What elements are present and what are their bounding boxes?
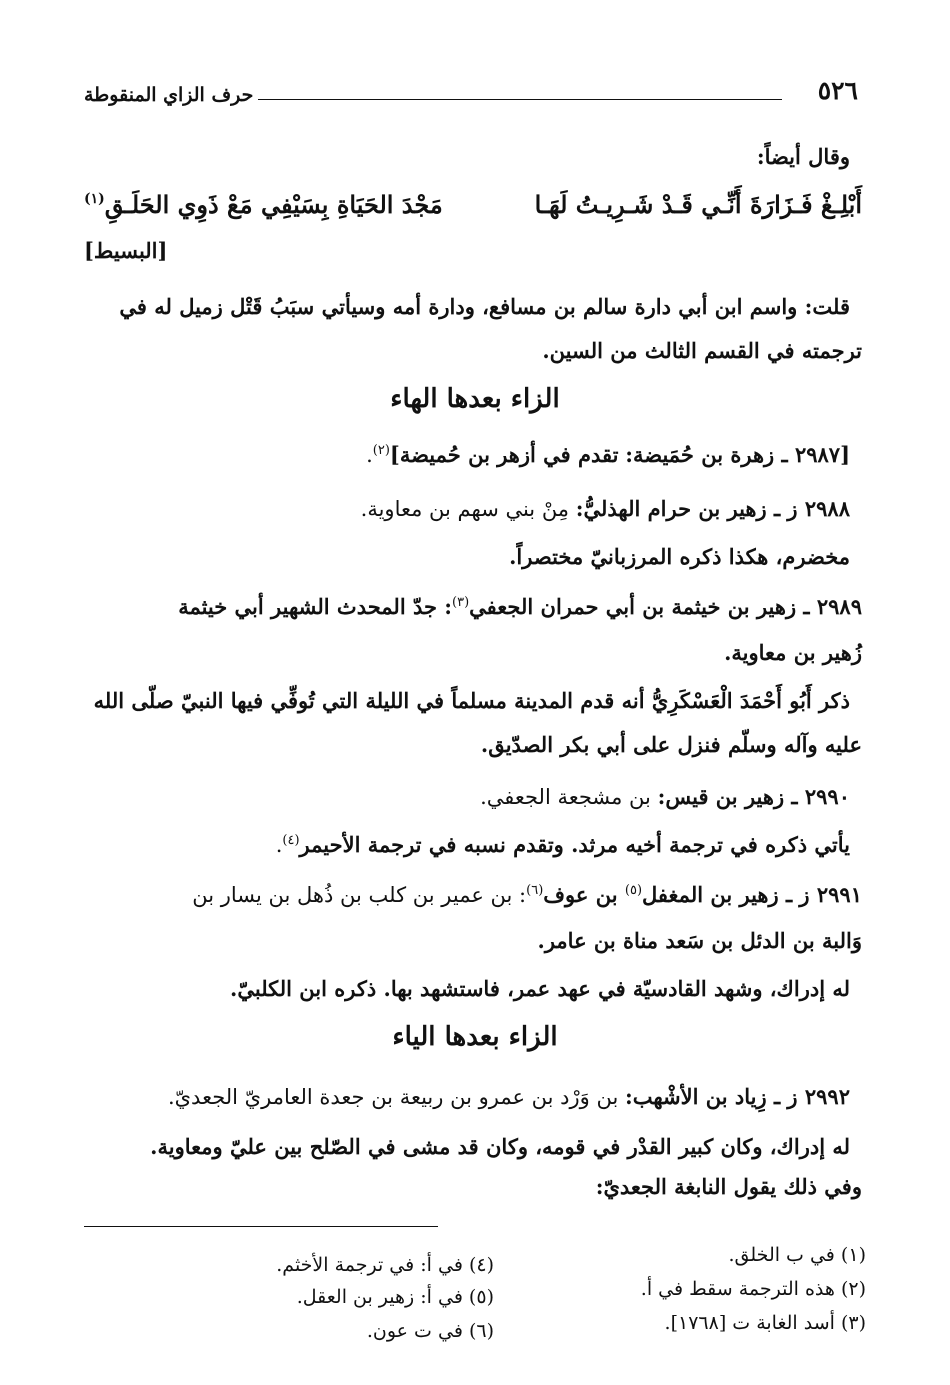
entry-2988-desc xyxy=(88,542,850,572)
entry-2989-head: ٢٩٨٩ ـ زهير بن خيثمة بن أبي حمران الجعفي xyxy=(469,594,862,619)
footnote-ref: (٦) xyxy=(526,883,544,898)
entry-2990-head: ٢٩٩٠ ـ زهير بن قيس: xyxy=(657,784,850,809)
entry-2990-tail: . xyxy=(275,833,283,857)
entry-2991-head: ٢٩٩١ ز ـ زهير بن المغفل xyxy=(642,882,862,907)
poem-second-text: مَجْدَ الحَيَاةِ بِسَيْفِي مَعْ ذَوِي الحَلَـقِ xyxy=(104,190,443,219)
entry-2987-head: [٢٩٨٧ ـ زهرة بن حُمَيضة: xyxy=(625,442,850,467)
entry-2989-desc-1 xyxy=(88,686,850,716)
note-line-2 xyxy=(88,336,862,366)
entry-2990 xyxy=(88,782,850,812)
entry-2992-desc-2 xyxy=(88,1172,862,1202)
entry-2989-desc-2 xyxy=(88,730,862,760)
page-number: ٥٢٦ xyxy=(817,76,858,105)
entry-2992-desc-1 xyxy=(88,1132,850,1162)
entry-2992-desc2-text: وفي ذلك يقول النابغة الجعديّ: xyxy=(595,1174,862,1199)
entry-2987-body: تقدم في أزهر بن حُميضة] xyxy=(389,442,619,467)
entry-2987-tail: . xyxy=(366,443,373,467)
entry-2989-line2 xyxy=(88,638,862,668)
entry-2992-head: ٢٩٩٢ ز ـ زِياد بن الأشْهب: xyxy=(625,1084,850,1109)
entry-2991-body: : بن عمير بن كلب بن ذُهل بن يسار بن xyxy=(192,883,527,907)
note-text-2: ترجمته في القسم الثالث من السين. xyxy=(542,338,862,363)
running-title: حرف الزاي المنقوطة xyxy=(84,84,254,106)
intro-line xyxy=(88,142,850,172)
footnote-1: (١) في ب الخلق. xyxy=(728,1244,866,1266)
entry-2989-desc2-text: عليه وآله وسلّم فنزل على أبي بكر الصدّيق. xyxy=(480,732,862,757)
footnote-ref: (٥) xyxy=(624,883,643,898)
note-line-1 xyxy=(88,292,850,322)
footnote-4: (٤) في أ: في ترجمة الأخثم. xyxy=(276,1254,494,1276)
section-heading-ha: الزاء بعدها الهاء xyxy=(390,384,560,414)
footnote-5: (٥) في أ: زهير بن العقل. xyxy=(296,1286,494,1308)
entry-2989-body: : جدّ المحدث الشهير أبي خيثمة xyxy=(178,594,453,619)
entry-2991 xyxy=(88,880,862,910)
entry-2991-line2 xyxy=(88,926,862,956)
entry-2989-desc1-text: ذكر أَبُو أَحْمَدَ الْعَسْكَرِيُّ أنه قدم المدينة مسلماً في الليلة التي تُوفِّي فيها النبيّ صلّى الله xyxy=(93,688,850,713)
intro-text: وقال أيضاً: xyxy=(756,144,850,169)
footnote-rule xyxy=(84,1226,438,1227)
entry-2988-body: مِنْ بني سهم بن معاوية. xyxy=(360,497,570,521)
poem-meter: [البسيط] xyxy=(84,238,168,263)
entry-2991-line2-text: وَالبة بن الدئل بن سَعد مناة بن عامر. xyxy=(537,928,862,953)
entry-2992 xyxy=(88,1082,850,1112)
entry-2991-desc xyxy=(88,974,850,1004)
footnote-3: (٣) أسد الغابة ت [١٧٦٨]. xyxy=(664,1312,866,1334)
footnote-ref: (٢) xyxy=(372,443,390,458)
footnote-ref: (١) xyxy=(84,191,105,207)
entry-2988 xyxy=(88,494,850,524)
entry-2990-body: بن مشجعة الجعفي. xyxy=(480,785,651,809)
poem-second-hemistich xyxy=(84,190,443,219)
entry-2992-desc1-text: له إدراك، وكان كبير القدْر في قومه، وكان قد مشى في الصّلح بين عليّ ومعاوية. xyxy=(150,1134,850,1159)
footnote-6: (٦) في ت عون. xyxy=(366,1320,494,1342)
entry-2988-head: ٢٩٨٨ ز ـ زهير بن حرام الهذليُّ: xyxy=(575,496,850,521)
entry-2990-desc xyxy=(88,830,850,860)
footnote-ref: (٣) xyxy=(452,595,470,610)
section-heading-ya: الزاء بعدها الياء xyxy=(392,1022,558,1052)
footnote-ref: (٤) xyxy=(282,833,300,848)
entry-2991-head-2: بن عوف xyxy=(543,882,625,907)
entry-2987 xyxy=(88,440,850,470)
note-text-1: قلت: واسم ابن أبي دارة سالم بن مسافع، ودارة أمه وسيأتي سبَبُ قَتْل زميل له في xyxy=(119,294,850,319)
entry-2990-desc-text: يأتي ذكره في ترجمة أخيه مرثد. وتقدم نسبه في ترجمة الأحيمر xyxy=(299,832,850,857)
poem-first-hemistich: أَبْلِـغْ فَـزَارَةَ أَنِّـي قَـدْ شَـرِيـتُ لَهَـا xyxy=(534,190,862,219)
entry-2988-desc-text: مخضرم، هكذا ذكره المرزبانيّ مختصراً. xyxy=(509,544,850,569)
entry-2992-body: بن وَرْد بن عمرو بن ربيعة بن جعدة العامريّ الجعديّ. xyxy=(167,1085,619,1109)
entry-2989 xyxy=(88,592,862,622)
header-rule xyxy=(258,99,782,100)
entry-2991-desc-text: له إدراك، وشهد القادسيّة في عهد عمر، فاستشهد بها. ذكره ابن الكلبيّ. xyxy=(230,976,850,1001)
footnote-2: (٢) هذه الترجمة سقط في أ. xyxy=(640,1278,866,1300)
entry-2989-line2-text: زُهير بن معاوية. xyxy=(724,640,862,665)
